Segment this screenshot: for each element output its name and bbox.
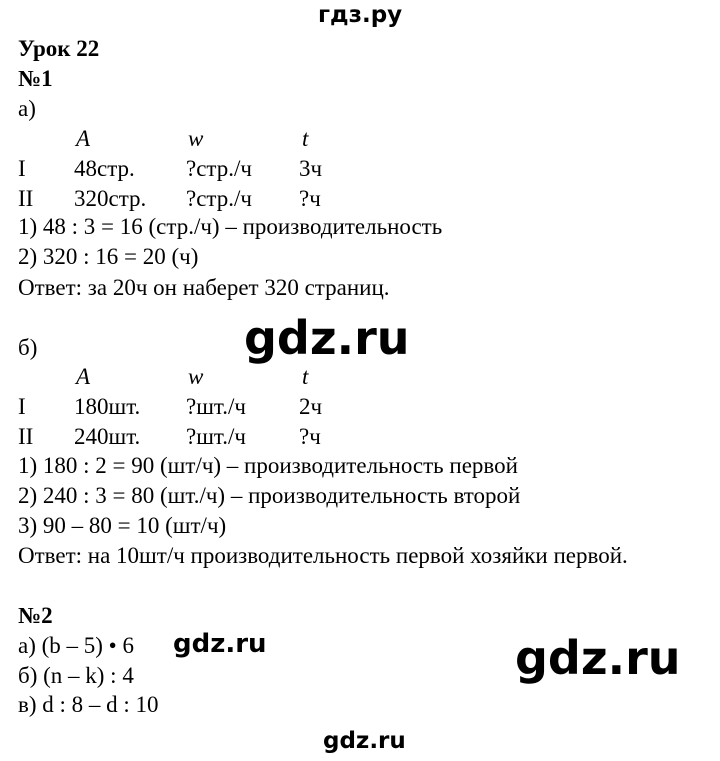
header-w: w — [188, 364, 204, 389]
answer-line: Ответ: на 10шт/ч производительность первой хозяйки первой. — [18, 543, 628, 568]
lesson-title: Урок 22 — [18, 36, 100, 61]
table-cell: II — [18, 186, 34, 211]
task1-part-b-label: б) — [18, 335, 38, 360]
solution-step: 1) 48 : 3 = 16 (стр./ч) – производительность — [18, 214, 443, 239]
table-cell: 320стр. — [74, 186, 147, 211]
task2-item: б) (n – k) : 4 — [18, 663, 134, 688]
answer-line: Ответ: за 20ч он наберет 320 страниц. — [18, 275, 390, 300]
task1-part-a-label: а) — [18, 96, 36, 121]
table-cell: ?ч — [299, 424, 321, 449]
task2-number: №2 — [18, 603, 53, 628]
solution-step: 2) 320 : 16 = 20 (ч) — [18, 244, 199, 269]
table-cell: ?стр./ч — [186, 156, 252, 181]
header-a: A — [76, 364, 91, 389]
table-cell: ?стр./ч — [186, 186, 252, 211]
watermark-mid: gdz.ru — [244, 311, 410, 365]
solution-step: 3) 90 – 80 = 10 (шт/ч) — [18, 513, 227, 538]
table-cell: 240шт. — [74, 424, 141, 449]
table-cell: ?шт./ч — [186, 424, 246, 449]
table-cell: 180шт. — [74, 394, 141, 419]
solution-step: 1) 180 : 2 = 90 (шт/ч) – производительность первой — [18, 453, 518, 478]
task2-item: в) d : 8 – d : 10 — [18, 692, 159, 717]
watermark-bottom: gdz.ru — [323, 728, 406, 754]
table-cell: 2ч — [299, 394, 323, 419]
task1-number: №1 — [18, 66, 53, 91]
solution-step: 2) 240 : 3 = 80 (шт./ч) – производительность второй — [18, 483, 521, 508]
header-w: w — [188, 126, 204, 151]
task2-item: а) (b – 5) • 6 — [18, 633, 134, 658]
header-a: A — [76, 126, 91, 151]
watermark-large: gdz.ru — [515, 631, 681, 685]
table-cell: I — [18, 156, 26, 181]
table-cell: I — [18, 394, 26, 419]
header-t: t — [302, 126, 309, 151]
table-cell: II — [18, 424, 34, 449]
table-cell: ?шт./ч — [186, 394, 246, 419]
table-cell: 48стр. — [74, 156, 135, 181]
watermark-small: gdz.ru — [173, 629, 267, 659]
table-cell: 3ч — [299, 156, 323, 181]
table-cell: ?ч — [299, 186, 321, 211]
header-t: t — [302, 364, 309, 389]
watermark-top: гдз.ру — [318, 2, 403, 28]
